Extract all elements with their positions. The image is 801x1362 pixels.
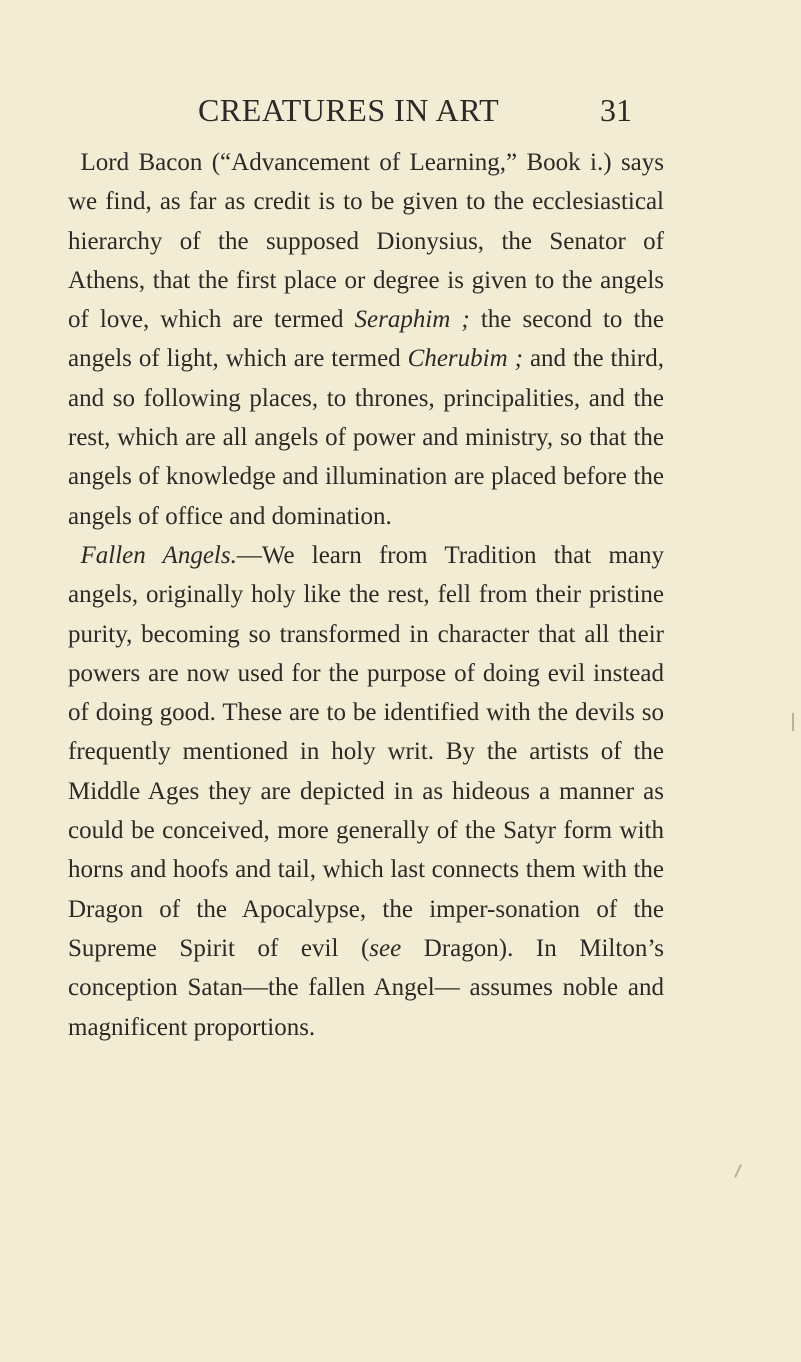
paragraph-2-text-b: Dragon). In Milton’s conception Satan—the fallen Angel— assumes noble and magnificent proportions. [68,934,664,1041]
paragraph-angel-hierarchy [68,143,664,536]
body-text [68,143,664,1047]
paper-speck [792,713,794,731]
running-head [0,90,801,130]
running-title: CREATURES IN ART [198,92,500,128]
page-number: 31 [600,92,632,128]
paper-speck [734,1164,742,1178]
seraphim-term: Seraphim ; [354,306,470,334]
paragraph-1-text-c: and the third, and so following places, to thrones, principalities, and the rest, which are all angels of power and ministry, so that the angels of knowledge and illumination are placed before the angels of office and domination. [68,345,664,530]
paragraph-2-text-a: —We learn from Tradition that many angels, originally holy like the rest, fell from their pristine purity, becoming so transformed in character that all their powers are now used for the purpose of doing evil instead of doing good. These are to be identified with the devils so frequently mentioned in holy writ. By the artists of the Middle Ages they are depicted in as hideous a manner as could be conceived, more generally of the Satyr form with horns and hoofs and tail, which last connects them with the Dragon of the Apocalypse, the imper-sonation of the Supreme Spirit of evil ( [68,541,664,962]
cherubim-term: Cherubim ; [407,345,523,373]
see-reference: see [369,934,402,962]
paragraph-fallen-angels [68,536,664,1047]
paragraph-1-text-b: the second to the angels of light, which are termed [68,306,665,373]
paragraph-1-text-a: Lord Bacon (“Advancement of Learning,” Book i.) says we find, as far as credit is to be given to the ecclesiastical hierarchy of the supposed Dionysius, the Senator of Athens, that the first place or degree is given to the angels of love, which are termed [68,149,664,334]
fallen-angels-heading: Fallen Angels. [80,541,237,569]
